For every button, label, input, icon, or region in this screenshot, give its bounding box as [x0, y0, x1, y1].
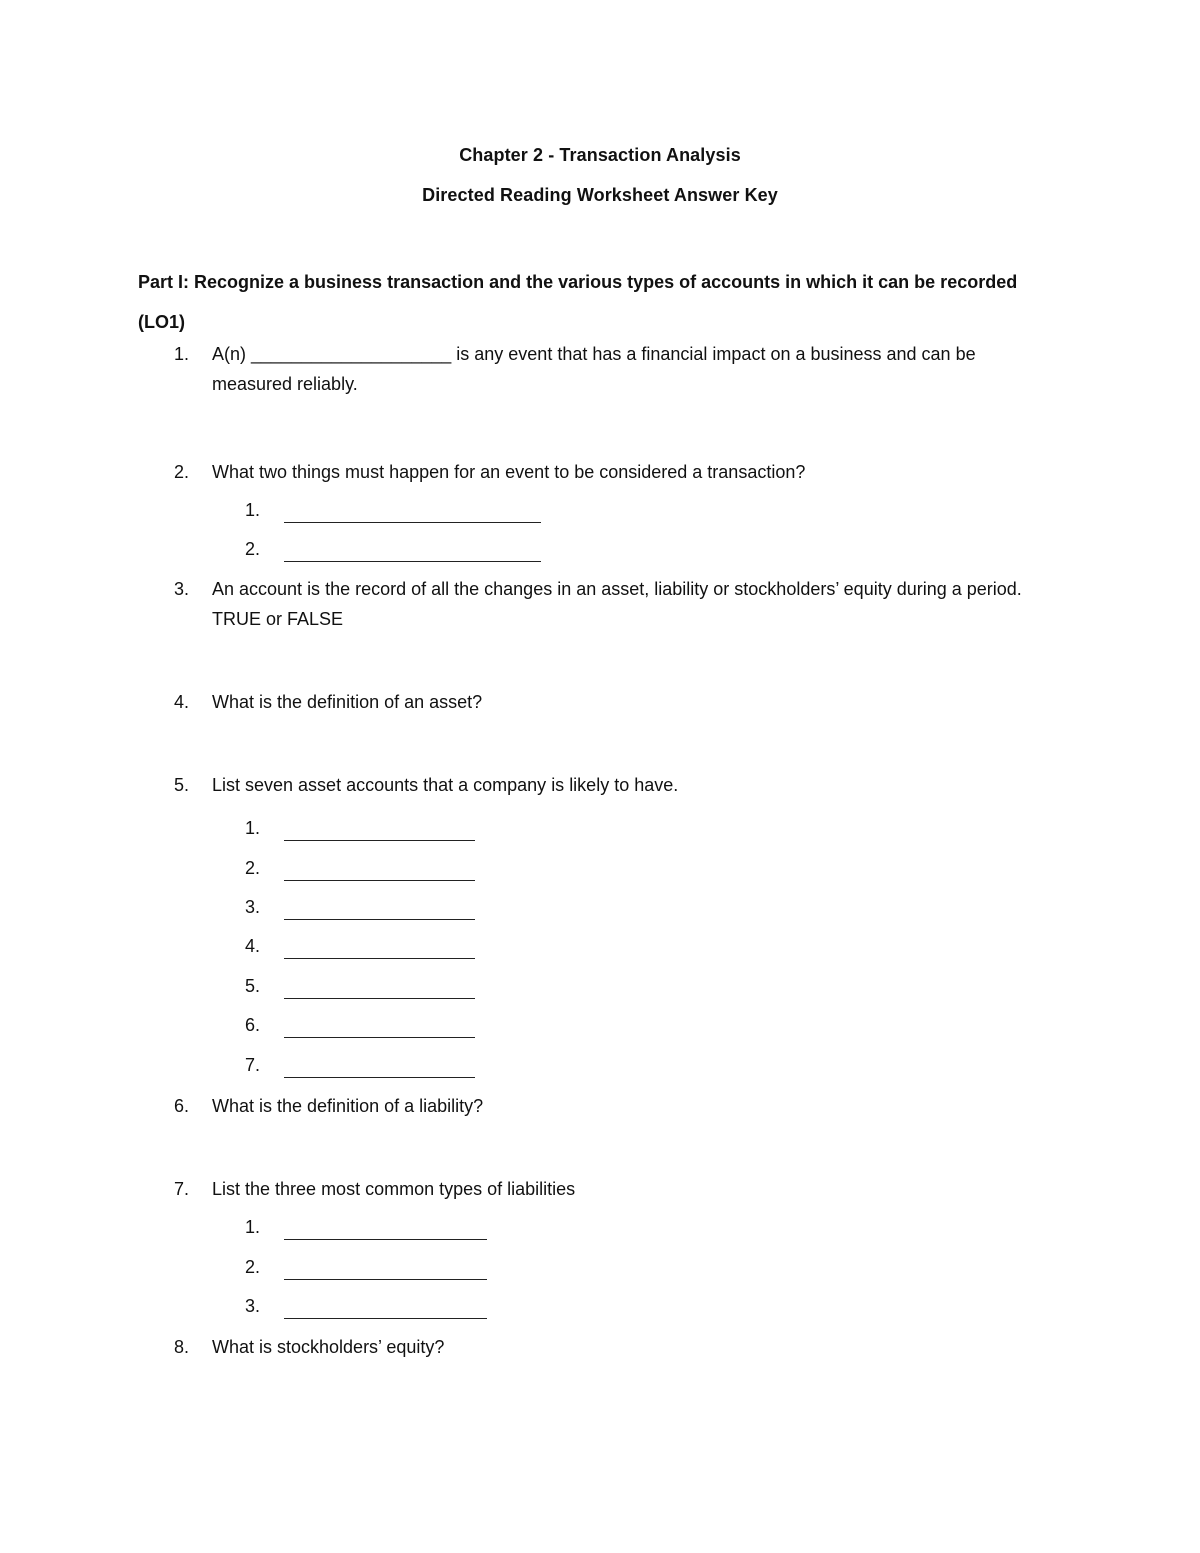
question-number: 3.	[174, 579, 190, 599]
part-heading: Part I: Recognize a business transaction and the various types of accounts in which it can be recorded (LO1)	[138, 272, 1018, 332]
question-body: is any event that has a financial impact on a business and can be measured reliably.	[212, 344, 976, 394]
page-title: Chapter 2 - Transaction Analysis	[459, 145, 741, 165]
question-text: An account is the record of all the changes in an asset, liability or stockholders’ equity during a period. TRUE or FALSE	[212, 579, 1022, 629]
answer-blank[interactable]	[284, 1012, 475, 1038]
question-text: What is stockholders’ equity?	[212, 1337, 445, 1357]
answer-blank[interactable]	[284, 855, 475, 881]
answer-blank[interactable]: ____________________	[251, 344, 452, 364]
answer-item-number: 3.	[245, 897, 261, 917]
answer-item-number: 4.	[245, 936, 261, 956]
question-number: 1.	[174, 344, 190, 364]
question-number: 5.	[174, 775, 190, 795]
question-text: List seven asset accounts that a company is likely to have.	[212, 775, 679, 795]
answer-item-number: 7.	[245, 1055, 261, 1075]
answer-blank[interactable]	[284, 1214, 487, 1240]
question-prefix: A(n)	[212, 344, 247, 364]
question-text: What is the definition of a liability?	[212, 1096, 484, 1116]
question-text: List the three most common types of liabilities	[212, 1179, 576, 1199]
answer-item-number: 5.	[245, 976, 261, 996]
answer-item-number: 2.	[245, 539, 261, 559]
question-text: What is the definition of an asset?	[212, 692, 483, 712]
question-text	[212, 339, 1058, 399]
answer-blank[interactable]	[284, 973, 475, 999]
answer-blank[interactable]	[284, 1052, 475, 1078]
answer-blank[interactable]	[284, 1293, 487, 1319]
answer-blank[interactable]	[284, 536, 541, 562]
answer-item-number: 3.	[245, 1296, 261, 1316]
answer-blank[interactable]	[284, 894, 475, 920]
page-subtitle: Directed Reading Worksheet Answer Key	[422, 185, 778, 205]
answer-blank[interactable]	[284, 1254, 487, 1280]
answer-item-number: 2.	[245, 1257, 261, 1277]
question-number: 7.	[174, 1179, 190, 1199]
answer-blank[interactable]	[284, 815, 475, 841]
answer-item-number: 6.	[245, 1015, 261, 1035]
answer-blank[interactable]	[284, 497, 541, 523]
question-text: What two things must happen for an event to be considered a transaction?	[212, 462, 806, 482]
answer-item-number: 1.	[245, 818, 261, 838]
answer-blank[interactable]	[284, 933, 475, 959]
question-number: 4.	[174, 692, 190, 712]
answer-item-number: 1.	[245, 1217, 261, 1237]
question-number: 2.	[174, 462, 190, 482]
question-number: 6.	[174, 1096, 190, 1116]
answer-item-number: 1.	[245, 500, 261, 520]
answer-item-number: 2.	[245, 858, 261, 878]
question-number: 8.	[174, 1337, 190, 1357]
